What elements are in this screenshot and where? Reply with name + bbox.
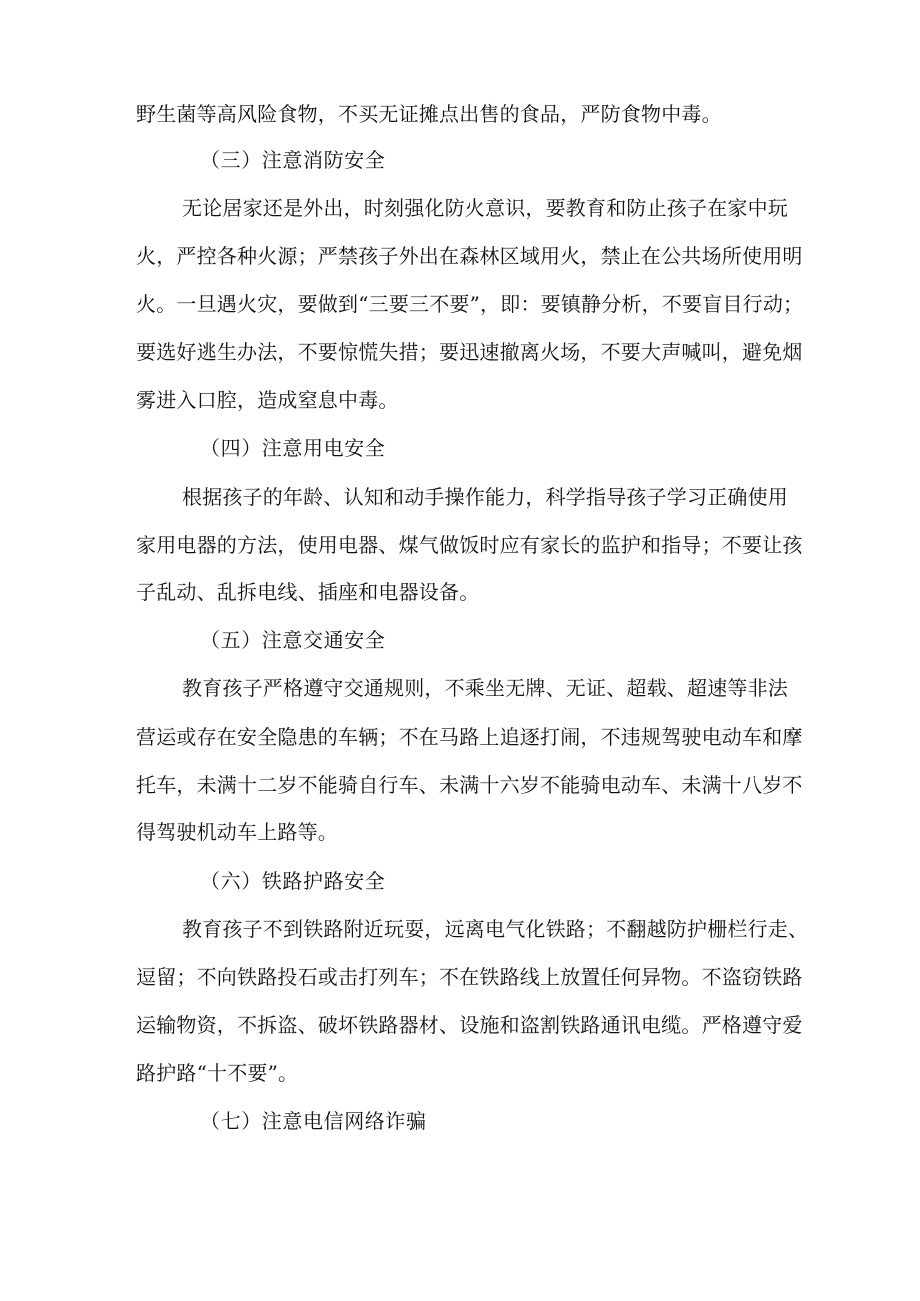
body-text-line: 火。一旦遇火灾，要做到“三要三不要”，即：要镇静分析，不要盲目行动；	[136, 292, 804, 316]
section-heading-traffic-safety: （五）注意交通安全	[200, 628, 386, 652]
body-text-line: 子乱动、乱拆电线、插座和电器设备。	[136, 580, 480, 604]
body-text-line: 教育孩子不到铁路附近玩耍，远离电气化铁路；不翻越防护栅栏行走、	[182, 917, 809, 941]
body-text-line: 家用电器的方法，使用电器、煤气做饭时应有家长的监护和指导；不要让孩	[136, 533, 803, 557]
body-text-line: 要选好逃生办法，不要惊慌失措；要迅速撤离火场，不要大声喊叫，避免烟	[136, 340, 803, 364]
body-text-line: 营运或存在安全隐患的车辆；不在马路上追逐打闹，不违规驾驶电动车和摩	[136, 725, 803, 749]
body-text-line: 火，严控各种火源；严禁孩子外出在森林区域用火，禁止在公共场所使用明	[136, 244, 803, 268]
body-text-line: 教育孩子严格遵守交通规则，不乘坐无牌、无证、超载、超速等非法	[182, 676, 788, 700]
body-text-line: 无论居家还是外出，时刻强化防火意识，要教育和防止孩子在家中玩	[182, 196, 788, 220]
body-text-line: 野生菌等高风险食物，不买无证摊点出售的食品，严防食物中毒。	[136, 102, 722, 126]
section-heading-electrical-safety: （四）注意用电安全	[200, 436, 386, 460]
body-text-line: 路护路“十不要”。	[136, 1061, 299, 1085]
section-heading-telecom-fraud: （七）注意电信网络诈骗	[200, 1109, 427, 1133]
body-text-line: 托车，未满十二岁不能骑自行车、未满十六岁不能骑电动车、未满十八岁不	[136, 773, 803, 797]
body-text-line: 运输物资，不拆盗、破坏铁路器材、设施和盗割铁路通讯电缆。严格遵守爱	[136, 1013, 803, 1037]
body-text-line: 根据孩子的年龄、认知和动手操作能力，科学指导孩子学习正确使用	[182, 485, 788, 509]
body-text-line: 逗留；不向铁路投石或击打列车；不在铁路线上放置任何异物。不盗窃铁路	[136, 965, 803, 989]
section-heading-fire-safety: （三）注意消防安全	[200, 148, 386, 172]
section-heading-railway-safety: （六）铁路护路安全	[200, 869, 386, 893]
body-text-line: 得驾驶机动车上路等。	[136, 820, 338, 844]
body-text-line: 雾进入口腔，造成窒息中毒。	[136, 388, 399, 412]
